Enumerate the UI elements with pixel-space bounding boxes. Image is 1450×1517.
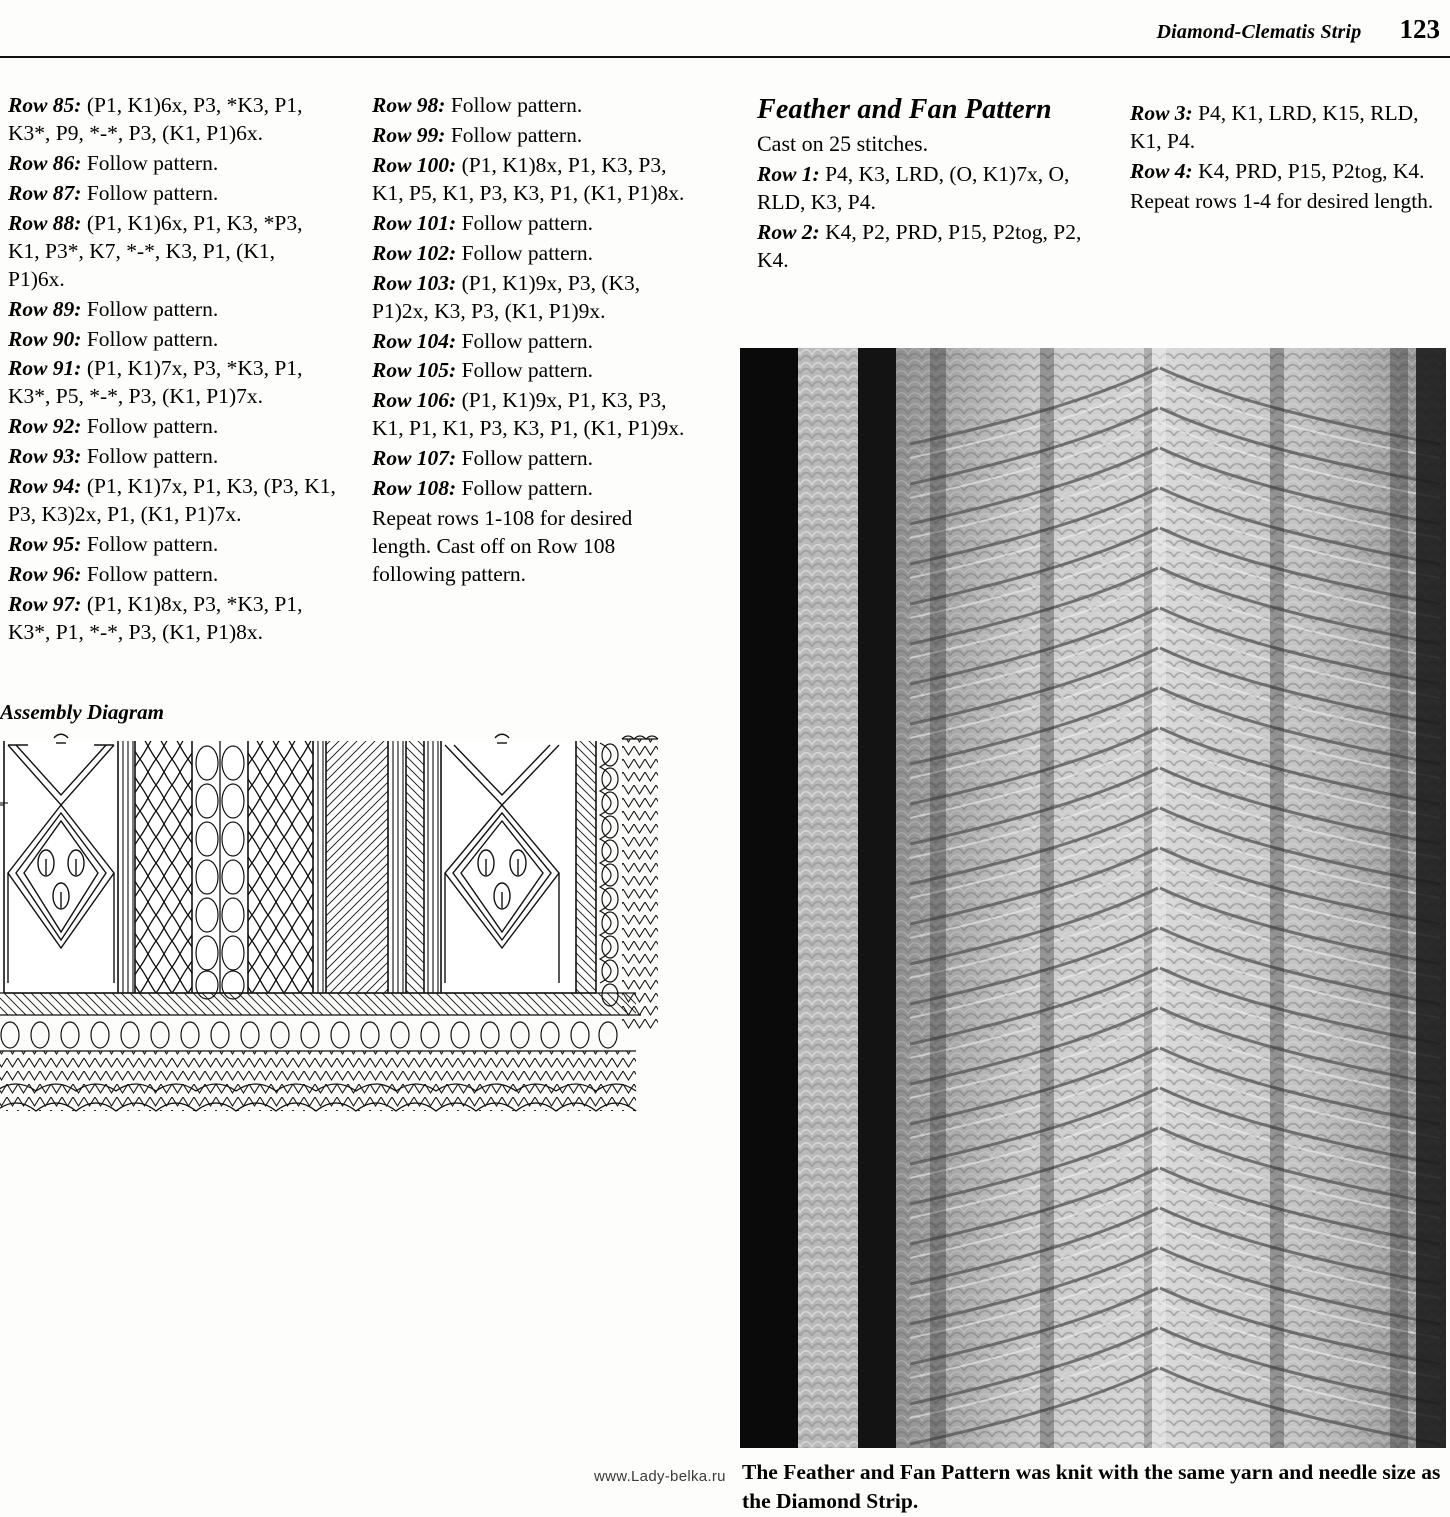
row-text: Follow pattern. xyxy=(461,476,593,501)
pattern-row xyxy=(8,443,336,471)
row-text: (P1, K1)6x, P1, K3, *P3, K1, P3*, K7, *-*, K3, P1, (K1, P1)6x. xyxy=(8,210,303,291)
row-text: Follow pattern. xyxy=(86,296,219,321)
pattern-row xyxy=(1130,100,1442,156)
header-title: Diamond-Clematis Strip xyxy=(1156,21,1362,43)
row-label: Row 98: xyxy=(372,93,446,117)
row-label: Row 92: xyxy=(8,414,82,439)
row-label: Row 87: xyxy=(8,180,82,205)
row-text: Follow pattern. xyxy=(86,150,219,175)
pattern-row xyxy=(8,92,336,148)
instructions-column-4 xyxy=(1130,100,1442,218)
row-text: P4, K3, LRD, (O, K1)7x, O, RLD, K3, P4. xyxy=(757,161,1070,214)
row-text: Follow pattern. xyxy=(86,414,219,439)
row-text: (P1, K1)6x, P3, *K3, P1, K3*, P9, *-*, P3, (K1, P1)6x. xyxy=(8,93,303,145)
row-text: P4, K1, LRD, K15, RLD, K1, P4. xyxy=(1130,101,1419,153)
row-label: Row 91: xyxy=(8,356,82,381)
row-label: Row 106: xyxy=(372,388,457,413)
feather-and-fan-section xyxy=(757,92,1109,277)
row-label: Row 105: xyxy=(372,358,457,383)
pattern-row xyxy=(1130,158,1442,186)
row-text: Follow pattern. xyxy=(461,210,593,235)
row-label: Row 1: xyxy=(757,161,820,186)
row-label: Row 3: xyxy=(1130,101,1193,125)
pattern-row xyxy=(372,475,694,503)
row-text: K4, PRD, P15, P2tog, K4. xyxy=(1198,158,1425,183)
pattern-row xyxy=(8,326,336,354)
page-number: 123 xyxy=(1399,14,1440,44)
repeat-note: Repeat rows 1-108 for desired length. Cast off on Row 108 following pattern. xyxy=(372,506,633,586)
row-text: Follow pattern. xyxy=(450,122,583,147)
repeat-note: Repeat rows 1-4 for desired length. xyxy=(1130,188,1434,213)
row-text: Follow pattern. xyxy=(450,93,583,117)
row-label: Row 86: xyxy=(8,150,82,175)
row-label: Row 103: xyxy=(372,270,457,295)
assembly-diagram-title: Assembly Diagram xyxy=(0,700,164,724)
row-label: Row 99: xyxy=(372,122,446,147)
pattern-row xyxy=(372,270,694,326)
pattern-row xyxy=(8,180,336,208)
knitting-photo-svg xyxy=(740,348,1446,1448)
instructions-column-1 xyxy=(8,92,336,649)
row-label: Row 88: xyxy=(8,210,82,235)
instructions-column-2 xyxy=(372,92,694,591)
pattern-row xyxy=(372,387,694,443)
row-text: (P1, K1)8x, P3, *K3, P1, K3*, P1, *-*, P3, (K1, P1)8x. xyxy=(8,591,303,644)
pattern-row xyxy=(372,240,694,268)
row-label: Row 100: xyxy=(372,152,457,177)
row-text: Follow pattern. xyxy=(86,180,219,205)
row-label: Row 96: xyxy=(8,562,82,586)
row-label: Row 97: xyxy=(8,591,82,616)
row-label: Row 4: xyxy=(1130,158,1193,183)
pattern-row xyxy=(8,561,336,589)
section-title: Feather and Fan Pattern xyxy=(757,94,1052,125)
pattern-row xyxy=(8,150,336,178)
row-label: Row 108: xyxy=(372,476,457,501)
row-label: Row 89: xyxy=(8,296,82,321)
pattern-row xyxy=(372,92,694,120)
row-label: Row 2: xyxy=(757,219,820,244)
pattern-row xyxy=(8,296,336,324)
row-text: Follow pattern. xyxy=(461,240,593,265)
pattern-row xyxy=(372,328,694,356)
row-label: Row 101: xyxy=(372,210,457,235)
pattern-row xyxy=(372,152,694,208)
cast-on-text: Cast on 25 stitches. xyxy=(757,131,929,157)
pattern-row xyxy=(372,122,694,150)
row-text: Follow pattern. xyxy=(86,562,219,586)
row-text: Follow pattern. xyxy=(461,328,593,353)
row-label: Row 95: xyxy=(8,532,82,557)
row-text: Follow pattern. xyxy=(86,326,219,351)
row-label: Row 102: xyxy=(372,240,457,265)
pattern-row xyxy=(757,219,1109,275)
pattern-row xyxy=(8,473,336,529)
assembly-diagram-svg xyxy=(0,733,696,1133)
row-label: Row 93: xyxy=(8,444,82,469)
pattern-row xyxy=(8,413,336,441)
row-label: Row 104: xyxy=(372,328,457,353)
pattern-row xyxy=(8,210,336,294)
row-text: (P1, K1)9x, P1, K3, P3, K1, P1, K1, P3, K3, P1, (K1, P1)9x. xyxy=(372,388,685,441)
row-text: Follow pattern. xyxy=(86,444,219,469)
row-text: (P1, K1)9x, P3, (K3, P1)2x, K3, P3, (K1, P1)9x. xyxy=(372,270,641,323)
pattern-row xyxy=(8,591,336,647)
watermark: www.Lady-belka.ru xyxy=(594,1468,726,1485)
photo-caption: The Feather and Fan Pattern was knit with the same yarn and needle size as the Diamond Strip. xyxy=(742,1460,1441,1514)
page-header xyxy=(1157,14,1441,45)
row-text: (P1, K1)7x, P1, K3, (P3, K1, P3, K3)2x, P1, (K1, P1)7x. xyxy=(8,474,336,527)
pattern-row xyxy=(372,445,694,473)
row-label: Row 94: xyxy=(8,474,82,499)
row-text: (P1, K1)8x, P1, K3, P3, K1, P5, K1, P3, K3, P1, (K1, P1)8x. xyxy=(372,152,685,205)
pattern-row xyxy=(372,357,694,385)
pattern-row xyxy=(757,161,1109,217)
knitting-photo xyxy=(740,348,1446,1448)
row-label: Row 85: xyxy=(8,93,82,117)
assembly-diagram xyxy=(0,733,696,1133)
row-text: Follow pattern. xyxy=(461,446,593,471)
row-text: Follow pattern. xyxy=(86,532,219,557)
row-text: (P1, K1)7x, P3, *K3, P1, K3*, P5, *-*, P3, (K1, P1)7x. xyxy=(8,356,303,409)
row-text: K4, P2, PRD, P15, P2tog, P2, K4. xyxy=(757,219,1082,272)
row-label: Row 107: xyxy=(372,446,457,471)
pattern-row xyxy=(8,531,336,559)
row-label: Row 90: xyxy=(8,326,82,351)
header-divider xyxy=(0,56,1450,58)
pattern-row xyxy=(372,210,694,238)
row-text: Follow pattern. xyxy=(461,358,593,383)
pattern-row xyxy=(8,355,336,411)
